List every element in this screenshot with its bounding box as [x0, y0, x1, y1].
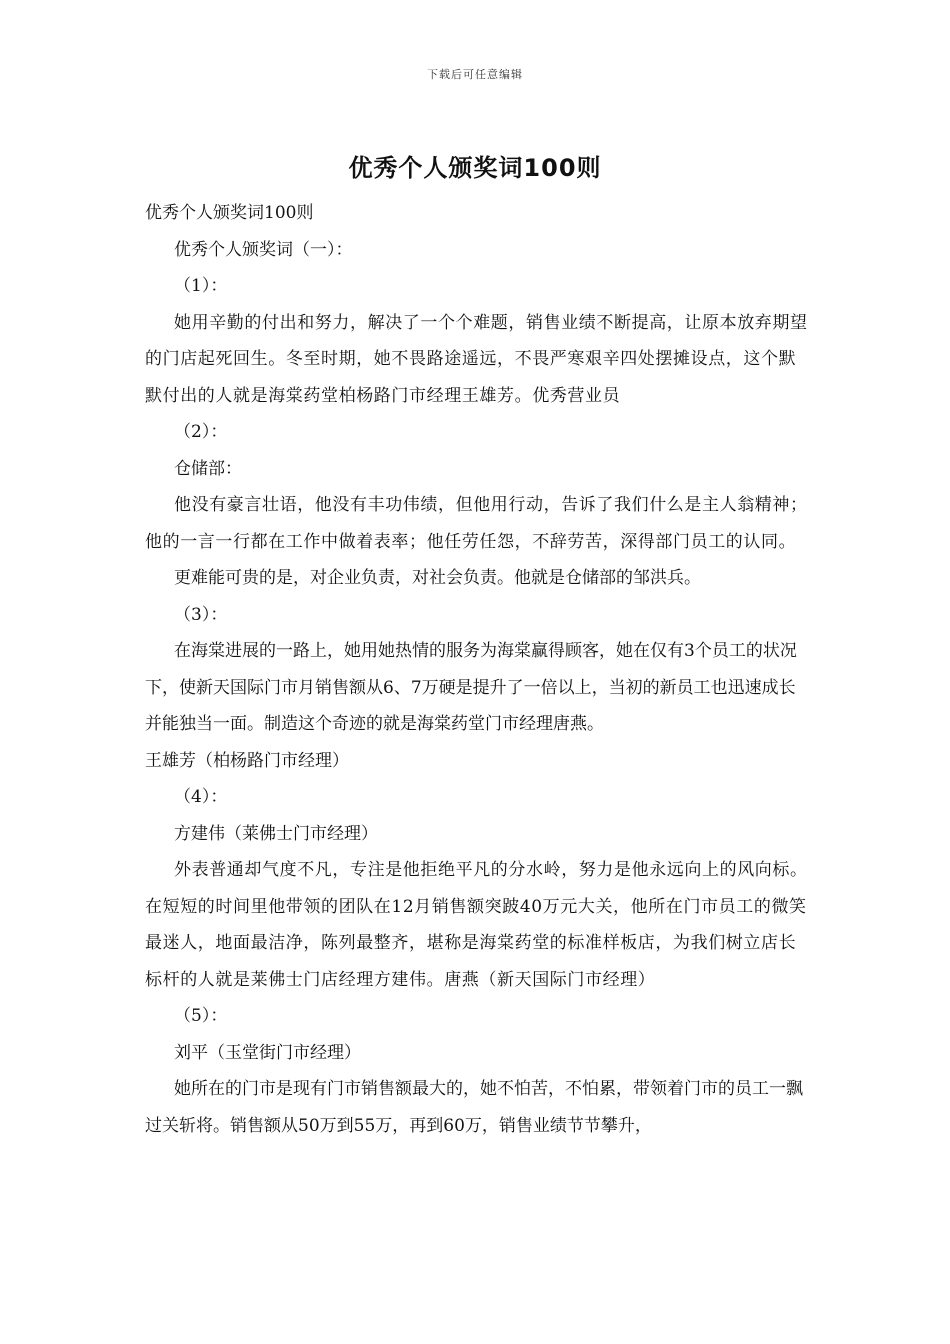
paragraph-item-number: （4）： [174, 787, 228, 807]
paragraph-person: 刘平（玉堂街门市经理） [174, 1042, 361, 1063]
paragraph-person: 方建伟（莱佛士门市经理） [174, 823, 378, 844]
paragraph-item-number: （2）： [174, 422, 228, 442]
header-note: 下载后可任意编辑 [427, 68, 523, 81]
paragraph-body: 他没有豪言壮语，他没有丰功伟绩，但他用行动，告诉了我们什么是主人翁精神；他的一言一行都在工作中做着表率；他任劳任怨，不辞劳苦，深得部门员工的认同。 [145, 495, 808, 552]
paragraph-subtitle: 优秀个人颁奖词100则 [145, 203, 314, 223]
paragraph-body: 她用辛勤的付出和努力，解决了一个个难题，销售业绩不断提高，让原本放弃期望的门店起死回生。冬至时期，她不畏路途遥远，不畏严寒艰辛四处摆摊设点，这个默默付出的人就是海棠药堂柏杨路门市经理王雄芳。优秀营业员 [145, 312, 808, 406]
paragraph-item-number: （3）： [174, 604, 228, 625]
paragraph-item-number: （1）： [174, 276, 228, 296]
paragraph-person: 王雄芳（柏杨路门市经理） [145, 750, 349, 771]
paragraph-item-number: （5）： [174, 1006, 228, 1026]
paragraph-body: 更难能可贵的是，对企业负责，对社会负责。他就是仓储部的邹洪兵。 [174, 568, 701, 588]
paragraph-body: 她所在的门市是现有门市销售额最大的，她不怕苦，不怕累，带领着门市的员工一飘过关斩将。销售额从50万到55万，再到60万，销售业绩节节攀升， [145, 1079, 803, 1136]
paragraph-body: 外表普通却气度不凡，专注是他拒绝平凡的分水岭，努力是他永远向上的风向标。在短短的时间里他带领的团队在12月销售额突跛40万元大关，他所在门市员工的微笑最迷人，地面最洁净，陈列最整齐，堪称是海棠药堂的标准样板店，为我们树立店长标杆的人就是莱佛士门店经理方建伟。唐燕（新天国际门市经理） [145, 860, 808, 990]
paragraph-body: 在海棠进展的一路上，她用她热情的服务为海棠赢得顾客，她在仅有3个员工的状况下，使新天国际门市月销售额从6、7万硬是提升了一倍以上，当初的新员工也迅速成长并能独当一面。制造这个奇迹的就是海棠药堂门市经理唐燕。 [145, 641, 797, 734]
paragraph-section-heading: 优秀个人颁奖词（一）： [174, 239, 353, 260]
document-body [145, 195, 810, 1144]
paragraph-department: 仓储部： [174, 458, 242, 479]
document-title: 优秀个人颁奖词100则 [348, 154, 602, 182]
